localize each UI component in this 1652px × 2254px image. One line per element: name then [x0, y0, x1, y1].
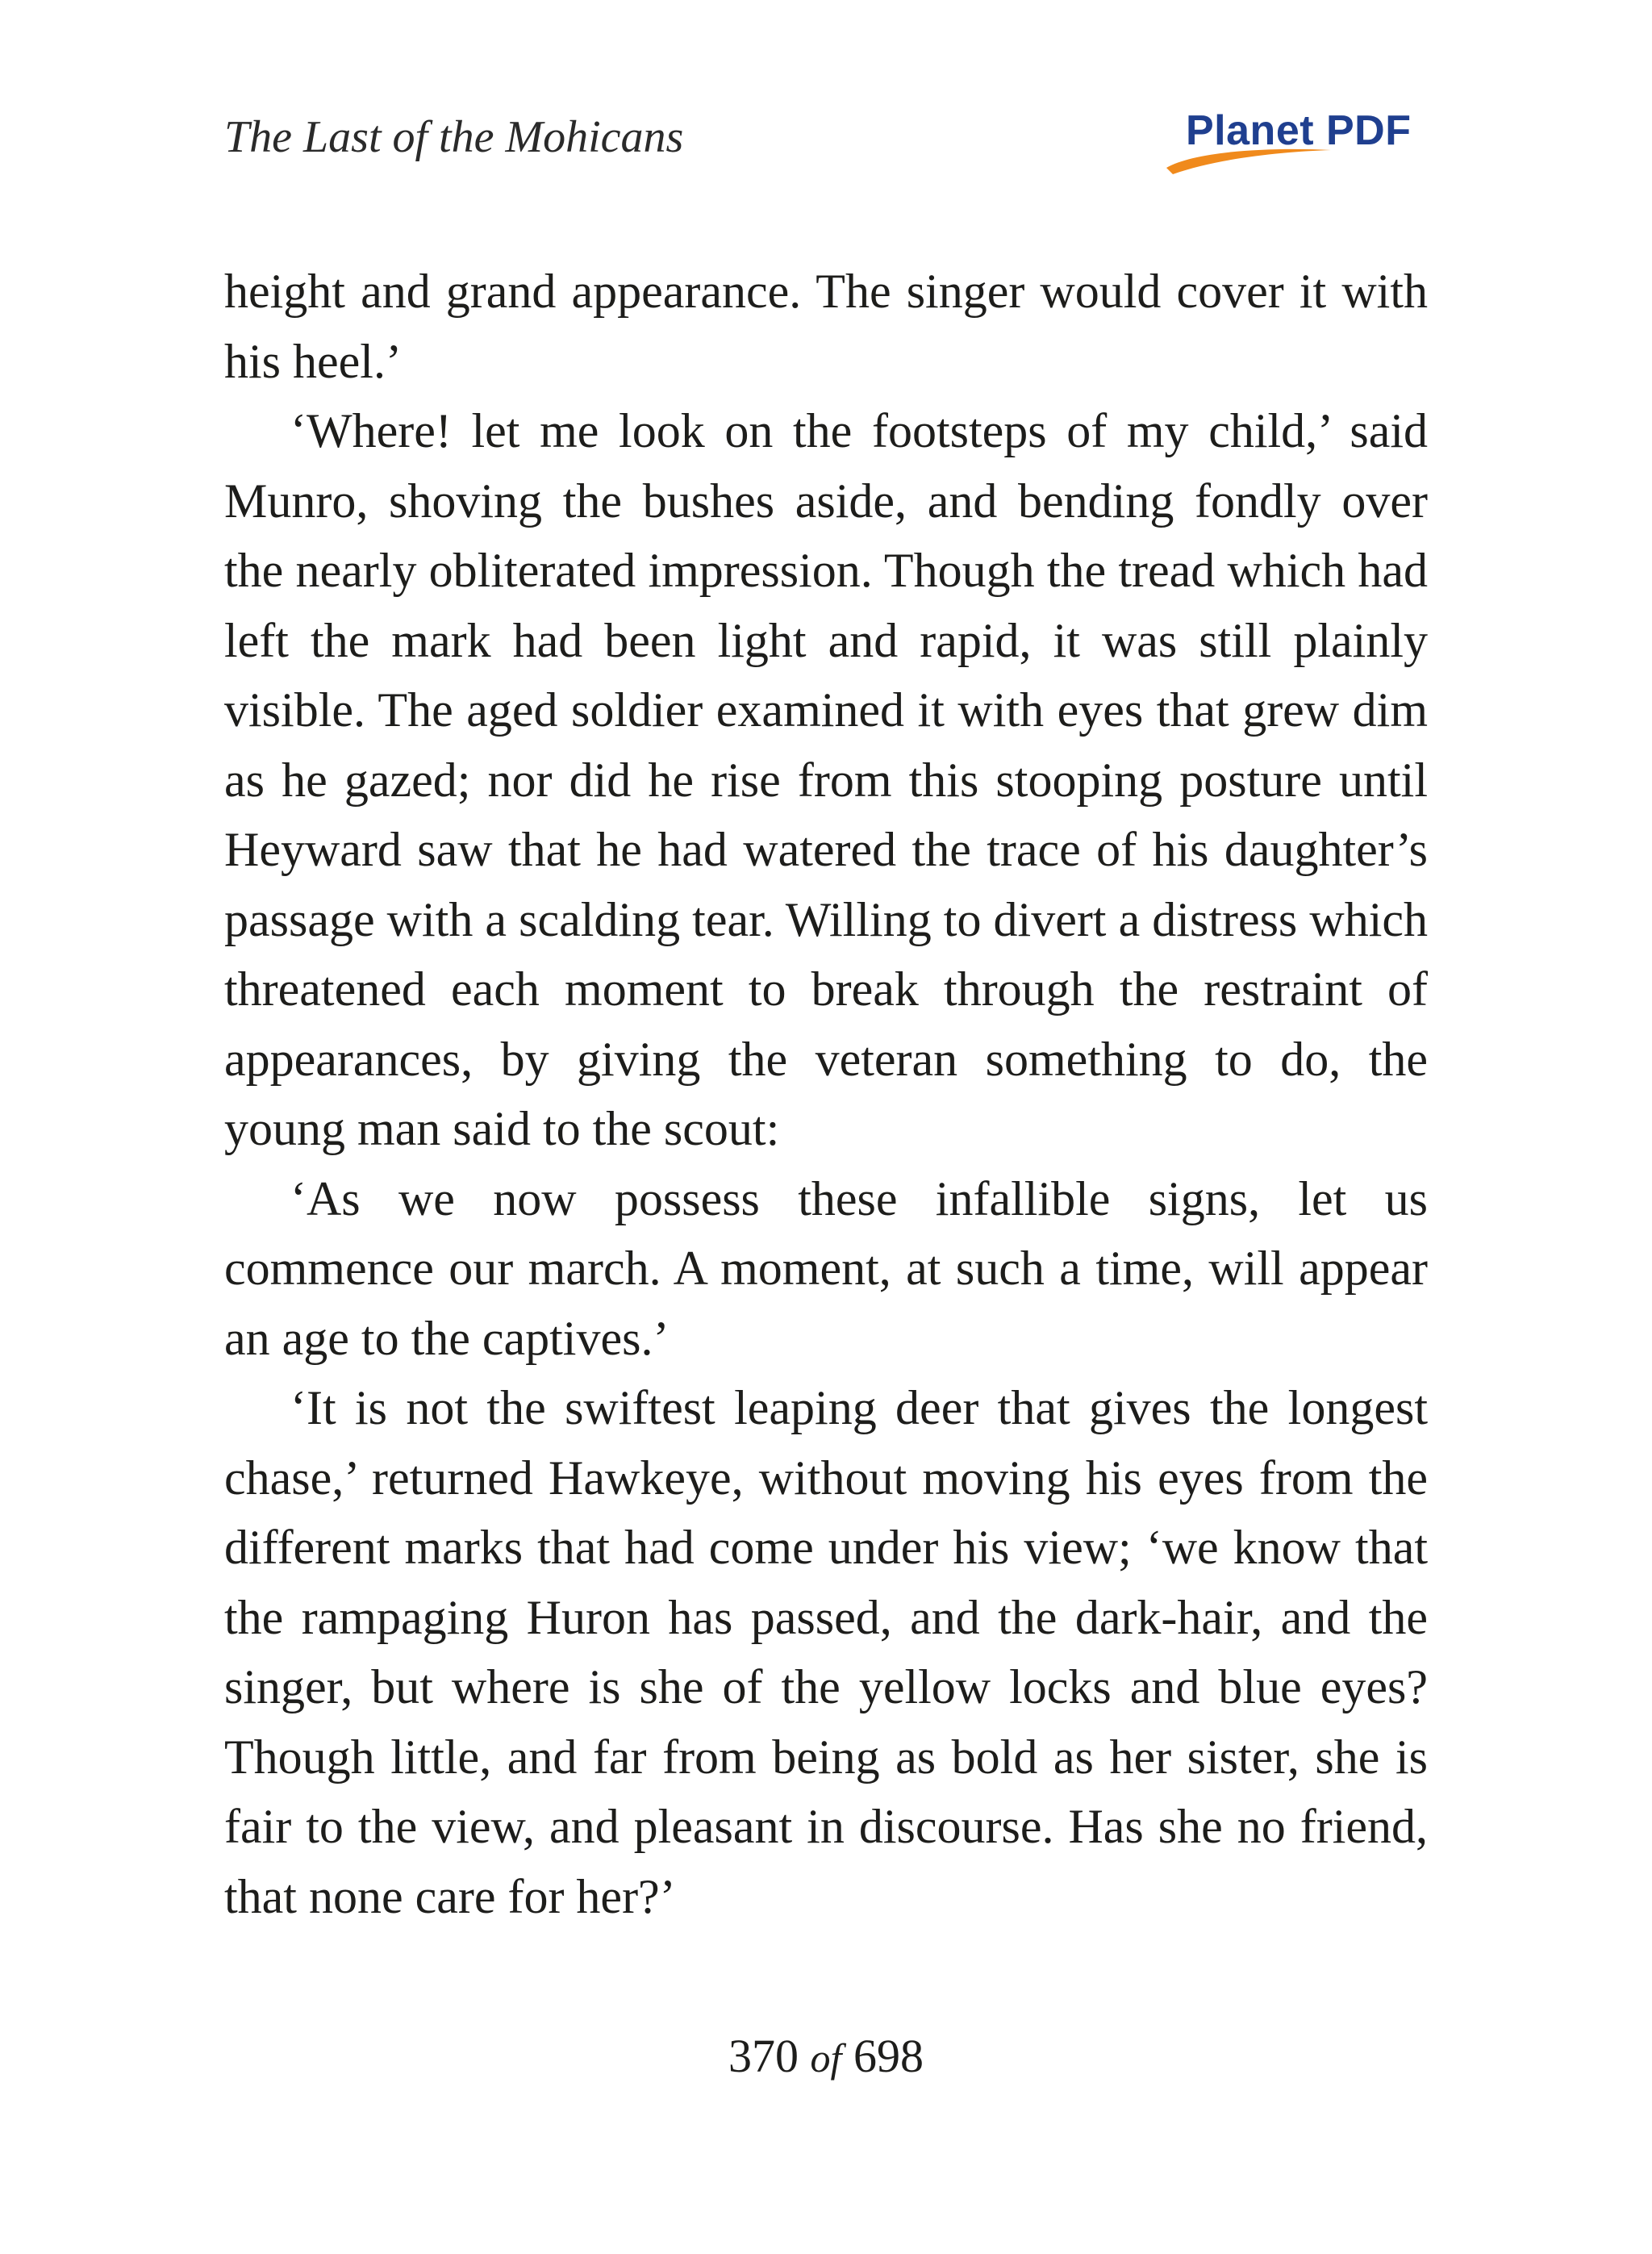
- page-number: [0, 2029, 1652, 2083]
- page-of-label: of: [810, 2035, 842, 2081]
- paragraph: height and grand appearance. The singer would cover it with his heel.’: [224, 265, 1428, 388]
- paragraph: ‘It is not the swiftest leaping deer that gives the longest chase,’ returned Hawkeye, without moving his eyes from the different marks that had come under his view; ‘we know that the rampaging Huron has passed, and the dark-hair, and the singer, but where is she of the yellow locks and blue eyes? Though little, and far from being as bold as her sister, she is fair to the view, and pleasant in discourse. Has she no friend, that none care for her?’: [224, 1381, 1428, 1923]
- running-header: [224, 97, 1428, 186]
- body-text: [224, 257, 1428, 1931]
- logo-text: Planet PDF: [1186, 107, 1412, 154]
- planet-pdf-logo: [1162, 105, 1428, 177]
- total-page-count: 698: [853, 2030, 924, 2082]
- book-title: The Last of the Mohicans: [224, 112, 684, 162]
- paragraph: ‘As we now possess these infallible signs, let us commence our march. A moment, at such a time, will appear an age to the captives.’: [224, 1171, 1428, 1365]
- paragraph: ‘Where! let me look on the footsteps of my child,’ said Munro, shoving the bushes aside, and bending fondly over the nearly obliterated impression. Though the tread which had left the mark had been light and rapid, it was still plainly visible. The aged soldier examined it with eyes that grew dim as he gazed; nor did he rise from this stooping posture until Heyward saw that he had watered the trace of his daughter’s passage with a scalding tear. Willing to divert a distress which threatened each moment to break through the restraint of appearances, by giving the veteran something to do, the young man said to the scout:: [224, 404, 1428, 1155]
- current-page-number: 370: [728, 2030, 799, 2082]
